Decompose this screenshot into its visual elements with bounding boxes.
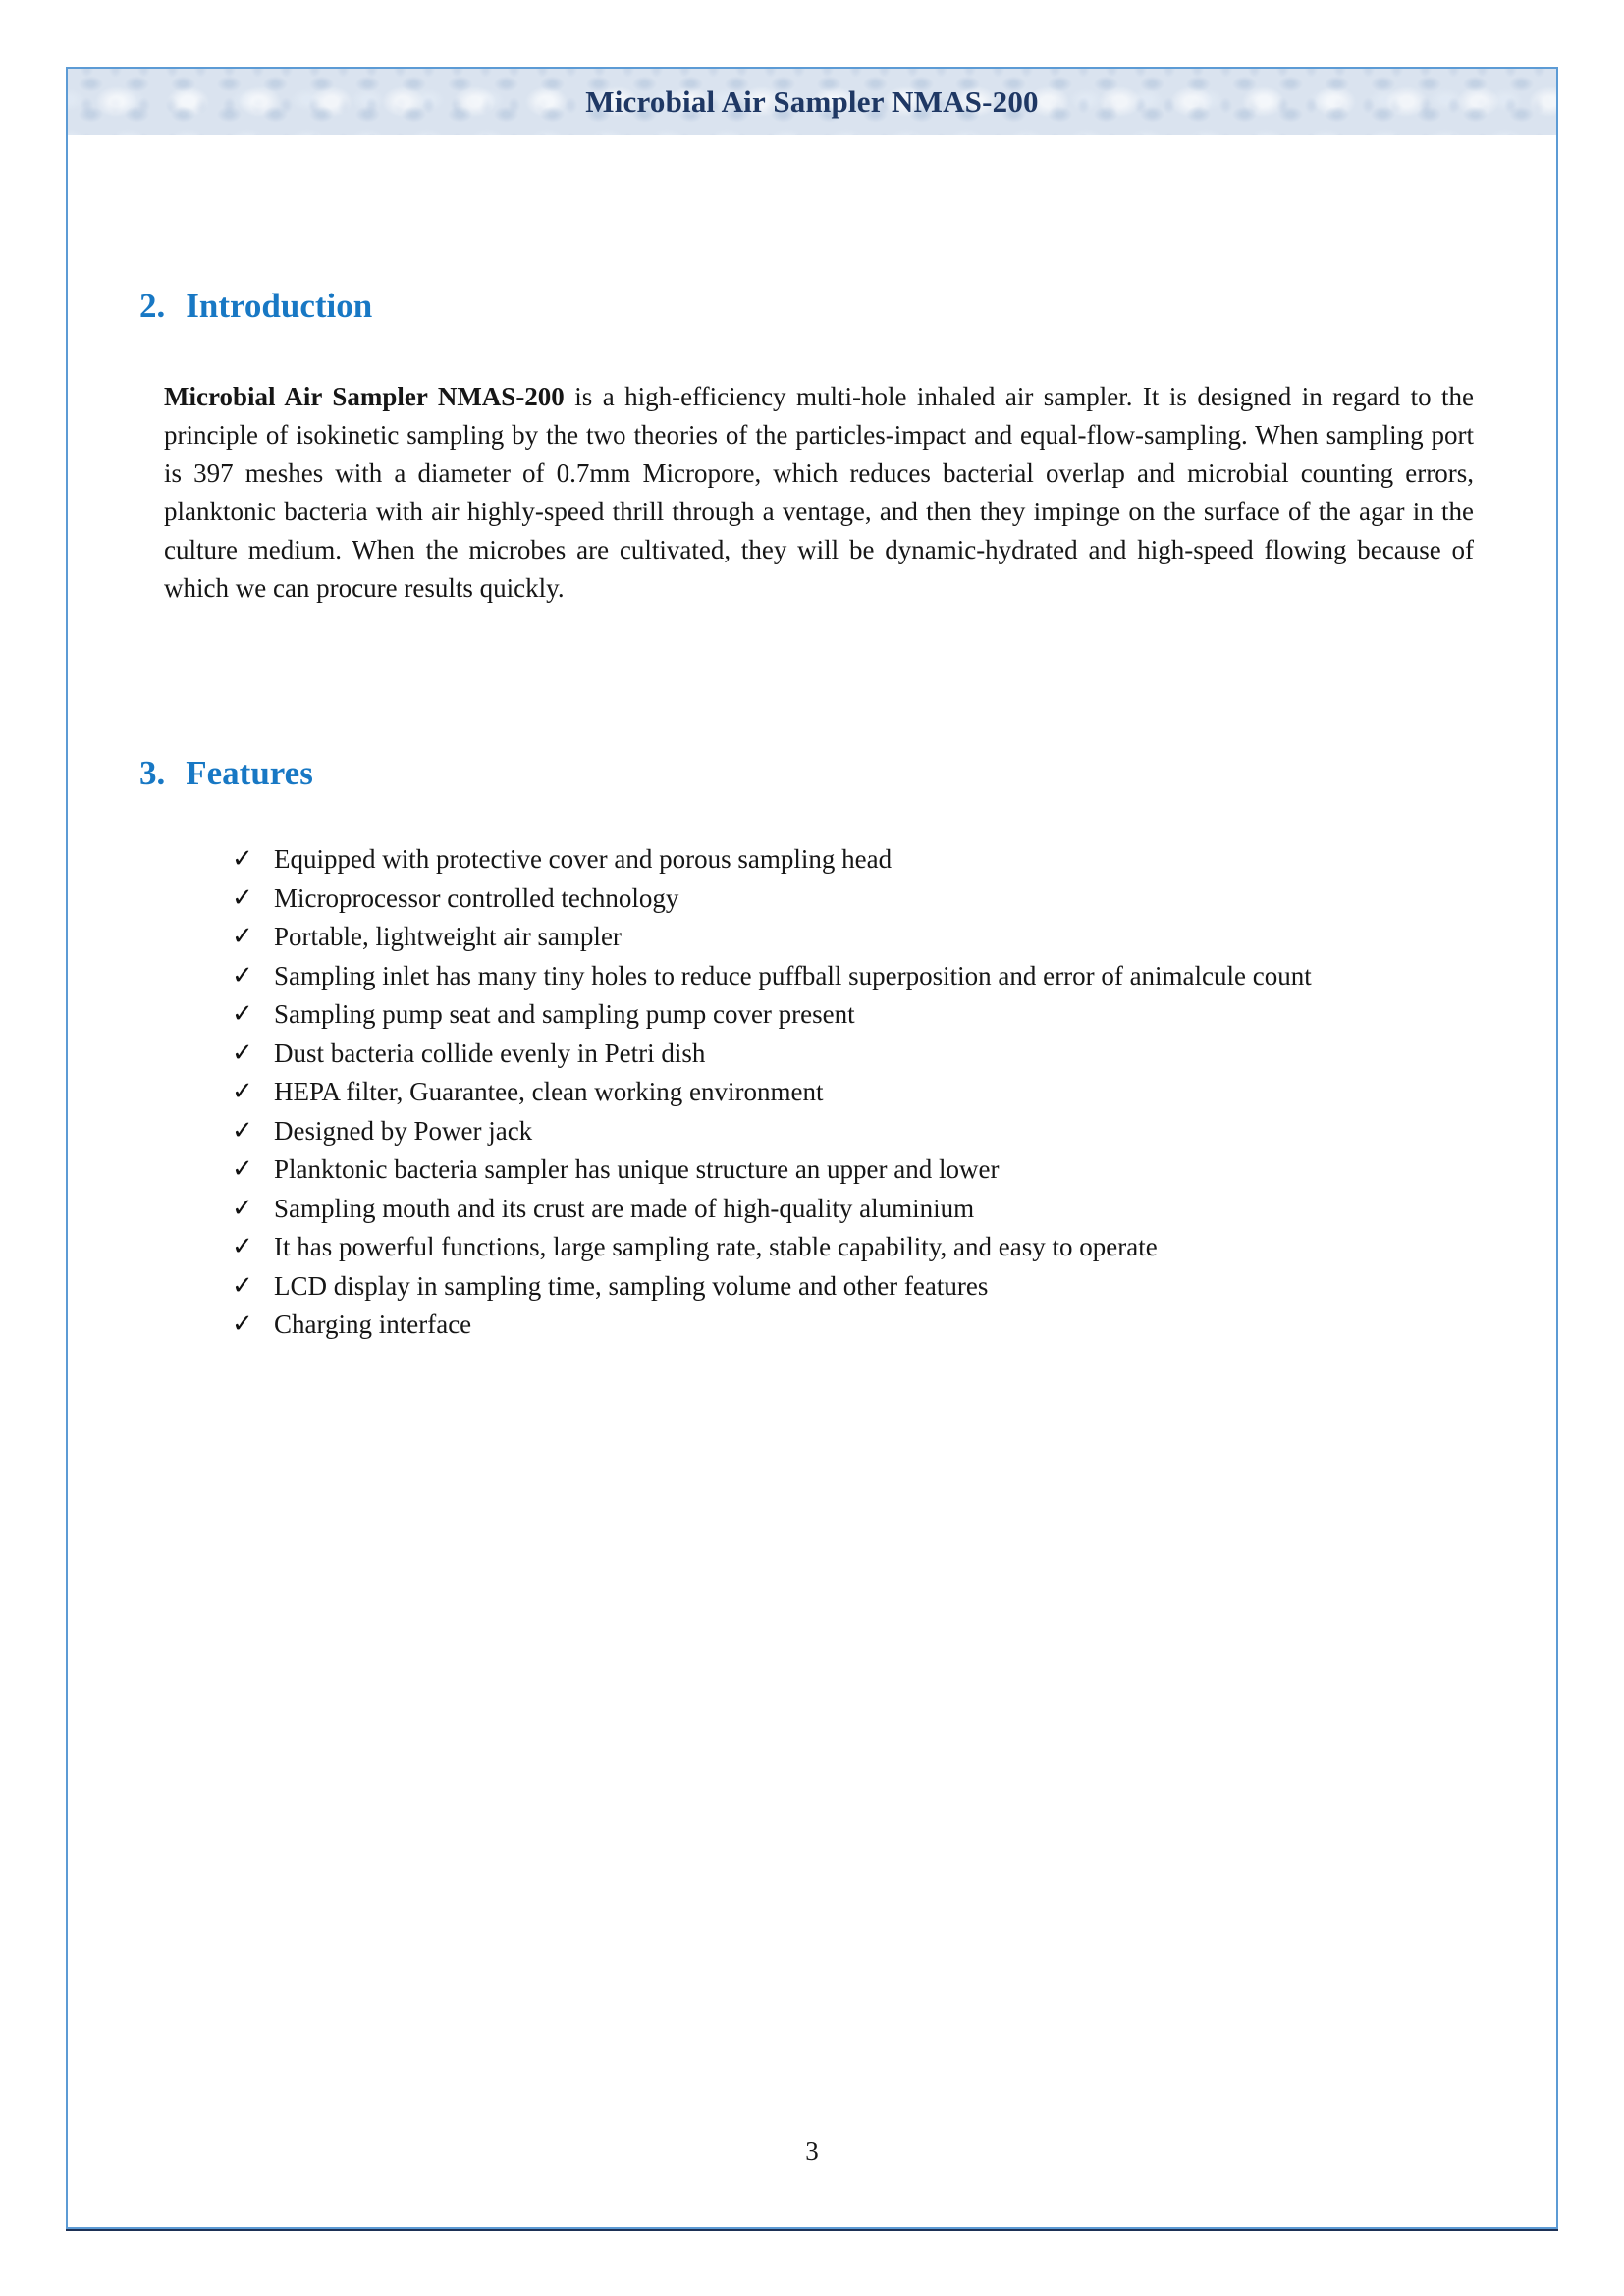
check-icon: ✓ [232,1309,253,1339]
section-label: Introduction [186,287,373,325]
check-icon: ✓ [232,1115,253,1146]
feature-text: Sampling mouth and its crust are made of high-quality aluminium [274,1193,975,1223]
feature-item [232,1267,1476,1307]
feature-item [232,995,1476,1035]
feature-text: LCD display in sampling time, sampling volume and other features [274,1270,989,1301]
intro-body-text: is a high-efficiency multi-hole inhaled air sampler. It is designed in regard to the principle of isokinetic sampling by the two theories of the particles-impact and equal-flow-sampling. When sampling port is 397 meshes with a diameter of 0.7mm Micropore, which reduces bacterial overlap and microbial counting errors, planktonic bacteria with air highly-speed thrill through a ventage, and then they impinge on the surface of the agar in the culture medium. When the microbes are cultivated, they will be dynamic-hydrated and high-speed flowing because of which we can procure results quickly. [164,382,1474,603]
feature-text: Sampling inlet has many tiny holes to reduce puffball superposition and error of animalcule count [274,960,1312,990]
check-icon: ✓ [232,1038,253,1068]
document-title: Microbial Air Sampler NMAS-200 [585,84,1039,119]
check-icon: ✓ [232,1193,253,1223]
feature-text: Dust bacteria collide evenly in Petri dish [274,1038,706,1068]
feature-item [232,918,1476,957]
feature-item [232,1073,1476,1112]
intro-paragraph [164,378,1474,608]
check-icon: ✓ [232,844,253,874]
check-icon: ✓ [232,922,253,951]
feature-text: Sampling pump seat and sampling pump cover present [274,999,855,1029]
features-list [232,840,1476,1345]
page-border-frame [66,67,1558,2229]
feature-text: HEPA filter, Guarantee, clean working environment [274,1077,824,1106]
section-heading-introduction [139,287,1556,326]
check-icon: ✓ [232,999,253,1029]
section-label: Features [186,754,313,792]
feature-text: Equipped with protective cover and porous sampling head [274,844,893,874]
check-icon: ✓ [232,1232,253,1261]
feature-text: Microprocessor controlled technology [274,882,679,913]
check-icon: ✓ [232,1154,253,1184]
feature-text: Portable, lightweight air sampler [274,922,622,951]
feature-item [232,1228,1476,1267]
feature-text: Charging interface [274,1309,472,1339]
section-number: 3. [139,754,166,792]
intro-lead-bold: Microbial Air Sampler NMAS-200 [164,382,565,411]
page-number: 3 [805,2136,819,2165]
feature-item [232,957,1476,996]
header-band [68,69,1556,135]
section-heading-features [139,754,1556,793]
feature-item [232,1190,1476,1229]
feature-text: Designed by Power jack [274,1115,533,1146]
feature-item [232,1150,1476,1190]
check-icon: ✓ [232,1270,253,1301]
section-number: 2. [139,287,166,325]
check-icon: ✓ [232,1077,253,1106]
feature-item [232,880,1476,919]
feature-text: Planktonic bacteria sampler has unique structure an upper and lower [274,1154,1000,1184]
check-icon: ✓ [232,882,253,913]
feature-text: It has powerful functions, large sampling rate, stable capability, and easy to operate [274,1232,1158,1261]
feature-item [232,1112,1476,1151]
feature-item [232,1306,1476,1345]
feature-item [232,1035,1476,1074]
check-icon: ✓ [232,960,253,990]
feature-item [232,840,1476,880]
